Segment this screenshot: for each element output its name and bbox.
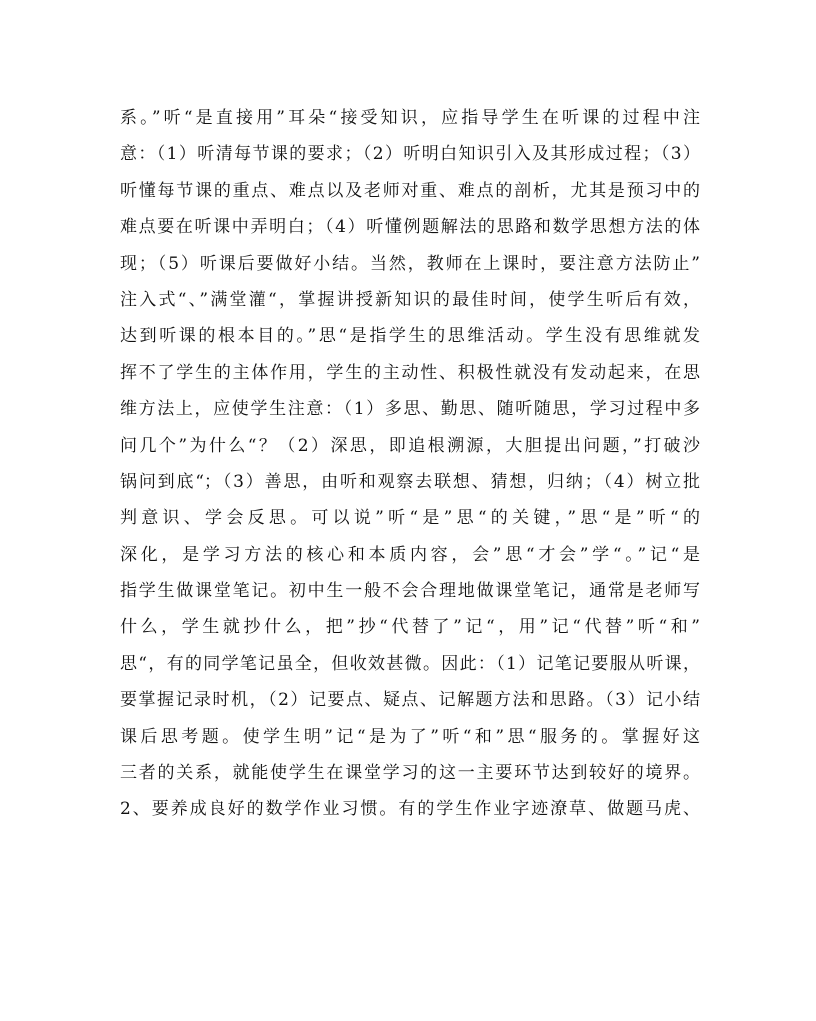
- text-line: 深化，是学习方法的核心和本质内容，会”思“才会”学“。”记“是: [120, 544, 700, 565]
- text-line: 三者的关系，就能使学生在课堂学习的这一主要环节达到较好的境界。: [120, 763, 700, 784]
- text-line: 思“，有的同学笔记虽全，但收效甚微。因此：（1）记笔记要服从听课，: [120, 653, 700, 674]
- text-line: 听懂每节课的重点、难点以及老师对重、难点的剖析，尤其是预习中的: [120, 180, 700, 201]
- text-line: 课后思考题。使学生明”记“是为了”听“和”思“服务的。掌握好这: [120, 726, 700, 747]
- text-line: 要掌握记录时机，（2）记要点、疑点、记解题方法和思路。（3）记小结: [120, 690, 700, 711]
- body-text: [120, 100, 700, 828]
- text-line: 意：（1）听清每节课的要求；（2）听明白知识引入及其形成过程；（3）: [120, 144, 700, 165]
- text-line: 现；（5）听课后要做好小结。当然，教师在上课时，要注意方法防止”: [120, 253, 700, 274]
- text-line: 锅问到底“；（3）善思，由听和观察去联想、猜想，归纳；（4）树立批: [120, 471, 700, 492]
- text-line: 达到听课的根本目的。”思“是指学生的思维活动。学生没有思维就发: [120, 326, 700, 347]
- text-line: 挥不了学生的主体作用，学生的主动性、积极性就没有发动起来，在思: [120, 362, 700, 383]
- text-line: 指学生做课堂笔记。初中生一般不会合理地做课堂笔记，通常是老师写: [120, 581, 700, 602]
- text-line: 什么，学生就抄什么，把”抄“代替了”记“，用”记“代替”听“和”: [120, 617, 700, 638]
- text-line: 注入式“、”满堂灌“，掌握讲授新知识的最佳时间，使学生听后有效，: [120, 289, 700, 310]
- text-line: 2、要养成良好的数学作业习惯。有的学生作业字迹潦草、做题马虎、: [120, 799, 700, 820]
- text-line: 维方法上，应使学生注意：（1）多思、勤思、随听随思，学习过程中多: [120, 399, 700, 420]
- text-line: 难点要在听课中弄明白；（4）听懂例题解法的思路和数学思想方法的体: [120, 217, 700, 238]
- text-line: 系。”听“是直接用”耳朵“接受知识，应指导学生在听课的过程中注: [120, 108, 700, 128]
- text-line: 判意识、学会反思。可以说”听“是”思“的关键，”思“是”听“的: [120, 508, 700, 529]
- text-line: 问几个”为什么“？（2）深思，即追根溯源，大胆提出问题，”打破沙: [120, 435, 700, 456]
